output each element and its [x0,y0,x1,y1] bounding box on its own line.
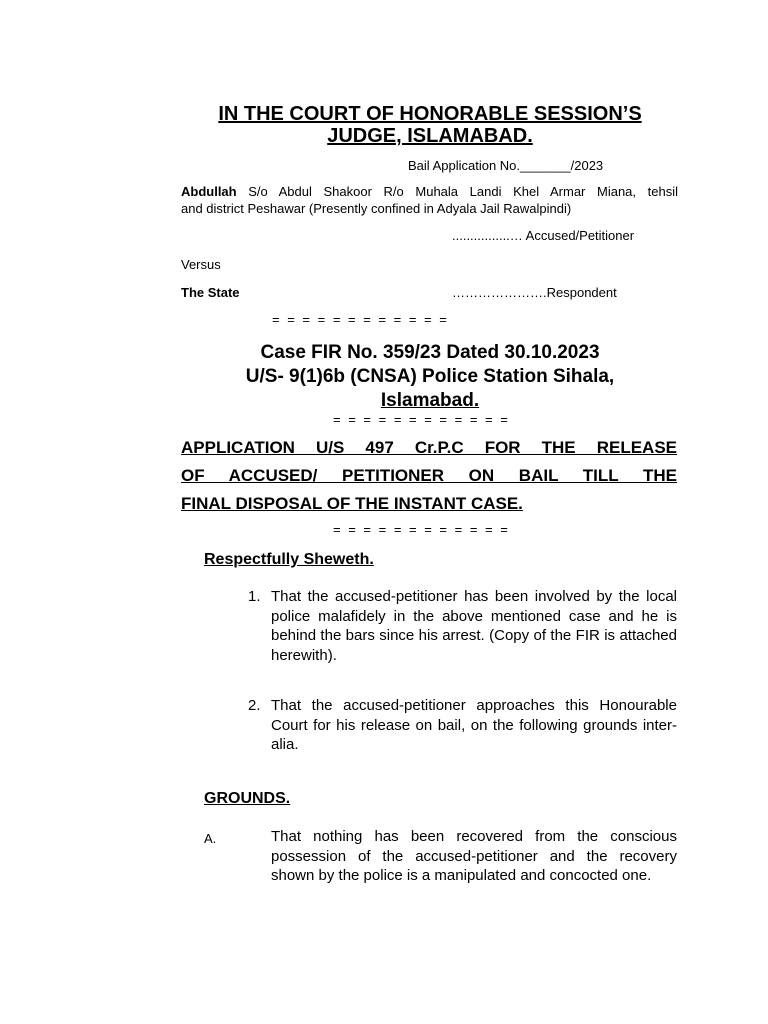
case-section-line: U/S- 9(1)6b (CNSA) Police Station Sihala, [245,366,615,387]
separator-line-1: = = = = = = = = = = = = [272,312,449,327]
grounds-heading: GROUNDS. [204,790,291,807]
respondent-name: The State [181,285,240,300]
respectfully-sheweth-heading: Respectfully Sheweth. [204,551,374,568]
application-title-line2: OF ACCUSED/ PETITIONER ON BAIL TILL THE [181,466,677,485]
case-fir-line: Case FIR No. 359/23 Dated 30.10.2023 [260,342,600,363]
case-location-line: Islamabad. [380,390,480,411]
separator-line-2: = = = = = = = = = = = = [333,412,510,427]
bail-application-number: Bail Application No._______/2023 [408,158,604,173]
versus-label: Versus [181,257,221,272]
respondent-role: ………………….Respondent [452,285,617,300]
point-text: That the accused-petitioner has been involved by the local police malafidely in the above mentioned case and he is behind the bars since his arrest. (Copy of the FIR is attached herewith). [271,588,677,664]
accused-name: Abdullah [181,184,237,199]
point-number: 1. [248,588,261,605]
application-title-line1: APPLICATION U/S 497 Cr.P.C FOR THE RELEASE [181,438,677,457]
separator-line-3: = = = = = = = = = = = = [333,522,510,537]
court-title-line1: IN THE COURT OF HONORABLE SESSION’S [218,103,642,125]
accused-details-line1: S/o Abdul Shakoor R/o Muhala Landi Khel Armar Miana, tehsil [236,184,678,199]
point-number: 2. [248,697,261,714]
accused-description [181,183,678,217]
ground-letter: A. [204,831,217,846]
point-text: That the accused-petitioner approaches this Honourable Court for his release on bail, on the following grounds inter-alia. [271,697,677,753]
accused-role: ................… Accused/Petitioner [452,228,635,243]
application-title-line3: FINAL DISPOSAL OF THE INSTANT CASE. [181,494,523,513]
court-title-line2: JUDGE, ISLAMABAD. [327,125,533,147]
accused-details-line2: and district Peshawar (Presently confined in Adyala Jail Rawalpindi) [181,201,572,216]
ground-text: That nothing has been recovered from the conscious possession of the accused-petitioner and the recovery shown by the police is a manipulated and concocted one. [271,828,677,884]
